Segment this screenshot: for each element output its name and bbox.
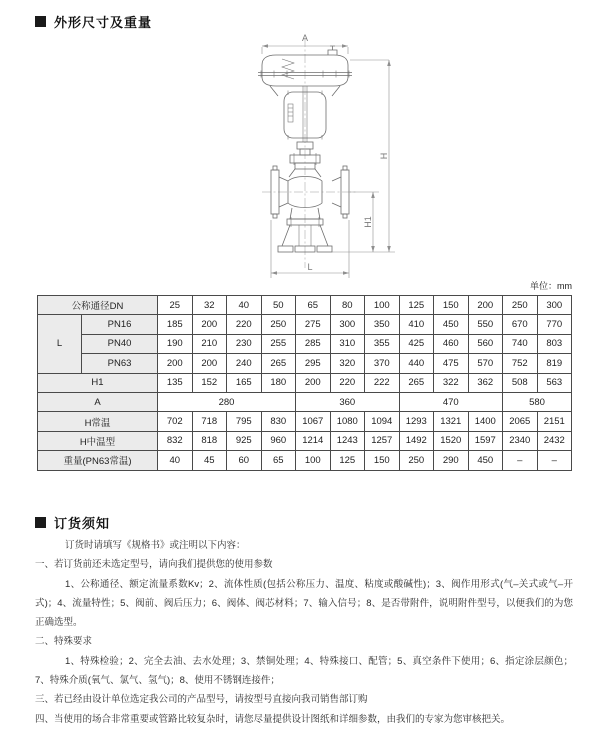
dimension-value: 355 (365, 334, 400, 353)
dn-column-header: 40 (227, 296, 262, 315)
dimension-value: 45 (192, 451, 227, 470)
dimension-value: 2065 (503, 412, 538, 431)
ordering-item: 三、若已经由设计单位选定我公司的产品型号，请按型号直接向我司销售部订购 (35, 694, 368, 706)
dimension-value: 960 (261, 431, 296, 450)
dimension-value: 1293 (399, 412, 434, 431)
dn-column-header: 250 (503, 296, 538, 315)
dimension-value: 450 (468, 451, 503, 470)
pn-row-label: PN63 (82, 354, 158, 373)
dimension-value: 300 (330, 315, 365, 334)
section-header-ordering (35, 513, 110, 532)
dimension-value: 135 (158, 373, 193, 392)
dn-column-header: 80 (330, 296, 365, 315)
dimension-value: 65 (261, 451, 296, 470)
dimension-value: 795 (227, 412, 262, 431)
valve-body-outline (271, 153, 349, 252)
dimension-value: 310 (330, 334, 365, 353)
span-value: 580 (503, 392, 572, 411)
dimension-value: 190 (158, 334, 193, 353)
span-value: 280 (158, 392, 296, 411)
dimension-value: 1067 (296, 412, 331, 431)
dimension-value: 670 (503, 315, 538, 334)
dn-column-header: 65 (296, 296, 331, 315)
dimension-value: 1214 (296, 431, 331, 450)
dimension-value: 450 (434, 315, 469, 334)
dimension-value: 1257 (365, 431, 400, 450)
dimension-value: 1080 (330, 412, 365, 431)
spring-hatch (282, 59, 294, 79)
dimension-value: 425 (399, 334, 434, 353)
dimension-value: 832 (158, 431, 193, 450)
pn-row-label: PN16 (82, 315, 158, 334)
ordering-item: 一、若订货前还未选定型号，请向我们提供您的使用参数 (35, 559, 273, 571)
dn-column-header: 300 (537, 296, 572, 315)
span-value: 470 (399, 392, 503, 411)
dimension-value: 550 (468, 315, 503, 334)
dim-label-l: L (307, 262, 313, 272)
dimension-value: 200 (296, 373, 331, 392)
dimension-value: 165 (227, 373, 262, 392)
dimension-value: 1520 (434, 431, 469, 450)
dimension-value: 265 (399, 373, 434, 392)
dimension-value: 1321 (434, 412, 469, 431)
section-title-ordering: 订货须知 (54, 516, 111, 531)
dimension-value: 570 (468, 354, 503, 373)
dimension-value: 185 (158, 315, 193, 334)
dimension-value: – (537, 451, 572, 470)
dimension-value: 200 (158, 354, 193, 373)
dimension-value: 350 (365, 315, 400, 334)
dimension-value: 370 (365, 354, 400, 373)
dn-column-header: 50 (261, 296, 296, 315)
dimension-value: 1243 (330, 431, 365, 450)
dn-column-header: 32 (192, 296, 227, 315)
travel-indicator (288, 104, 293, 122)
dimension-value: 818 (192, 431, 227, 450)
dn-column-header: 25 (158, 296, 193, 315)
row-label: H中温型 (38, 431, 158, 450)
dimension-value: 770 (537, 315, 572, 334)
unit-note: 单位：mm (530, 281, 572, 291)
dimension-value: 200 (192, 315, 227, 334)
dimension-value: 200 (192, 354, 227, 373)
dimension-value: 285 (296, 334, 331, 353)
dimension-value: 320 (330, 354, 365, 373)
dimension-value: 220 (227, 315, 262, 334)
dimension-value: 752 (503, 354, 538, 373)
dimension-value: 230 (227, 334, 262, 353)
dimension-value: 362 (468, 373, 503, 392)
dn-column-header: 125 (399, 296, 434, 315)
dimension-value: 152 (192, 373, 227, 392)
valve-outline-drawing (240, 30, 410, 282)
dimension-value: 475 (434, 354, 469, 373)
ordering-item: 二、特殊要求 (35, 636, 93, 648)
dimension-value: 290 (434, 451, 469, 470)
dimension-value: 180 (261, 373, 296, 392)
span-value: 360 (296, 392, 400, 411)
dimension-lines (262, 33, 395, 278)
dimension-value: 440 (399, 354, 434, 373)
dimension-value: 702 (158, 412, 193, 431)
dimension-value: 1400 (468, 412, 503, 431)
row-label: H1 (38, 373, 158, 392)
dimension-value: 2151 (537, 412, 572, 431)
dimension-value: 508 (503, 373, 538, 392)
dimension-value: 40 (158, 451, 193, 470)
row-label: A (38, 392, 158, 411)
row-label: 重量(PN63常温) (38, 451, 158, 470)
dimension-value: 803 (537, 334, 572, 353)
dn-header-label: 公称通径DN (38, 296, 158, 315)
section-header-dimensions (35, 12, 152, 31)
dimension-value: 460 (434, 334, 469, 353)
ordering-item: 四、当使用的场合非常重要或管路比较复杂时，请您尽量提供设计图纸和详细参数，由我们的专家为您审核把关。 (35, 713, 511, 725)
dimension-value: 1094 (365, 412, 400, 431)
pn-row-label: PN40 (82, 334, 158, 353)
dimension-value: 250 (261, 315, 296, 334)
l-group-label: L (38, 315, 82, 373)
dim-label-h1: H1 (363, 216, 373, 228)
section-bullet (35, 16, 46, 27)
dimension-value: 220 (330, 373, 365, 392)
dimension-value: 740 (503, 334, 538, 353)
air-port-fitting (328, 46, 337, 55)
dn-column-header: 150 (434, 296, 469, 315)
ordering-item: 1、特殊检验；2、完全去油、去水处理；3、禁铜处理；4、特殊接口、配管；5、真空条件下使用；6、指定涂层颜色；7、特殊介质(氧气、氯气、氢气)；8、使用不锈钢连接件； (35, 655, 573, 687)
dimension-value: 718 (192, 412, 227, 431)
dimension-value: 2340 (503, 431, 538, 450)
dimension-value: 255 (261, 334, 296, 353)
dimension-value: 830 (261, 412, 296, 431)
dimension-value: 819 (537, 354, 572, 373)
dimension-value: 410 (399, 315, 434, 334)
section-bullet (35, 517, 46, 528)
dimension-value: 60 (227, 451, 262, 470)
row-label: H常温 (38, 412, 158, 431)
dimension-value: 560 (468, 334, 503, 353)
dimension-value: 322 (434, 373, 469, 392)
dimension-value: 1492 (399, 431, 434, 450)
dimension-value: 100 (296, 451, 331, 470)
dimension-table (37, 295, 572, 471)
dimension-value: 275 (296, 315, 331, 334)
dimension-value: – (503, 451, 538, 470)
dimension-value: 240 (227, 354, 262, 373)
section-title-dimensions: 外形尺寸及重量 (54, 15, 153, 30)
dimension-value: 265 (261, 354, 296, 373)
dimension-value: 150 (365, 451, 400, 470)
dimension-value: 563 (537, 373, 572, 392)
dimension-value: 925 (227, 431, 262, 450)
dimension-value: 222 (365, 373, 400, 392)
dimension-value: 295 (296, 354, 331, 373)
dimension-value: 2432 (537, 431, 572, 450)
dimension-table-body (38, 296, 572, 471)
ordering-item: 1、公称通径、额定流量系数Kv；2、流体性质(包括公称压力、温度、粘度或酸碱性)；3、阀作用形式(气–关式或气–开式)；4、流量特性；5、阀前、阀后压力；6、阀体、阀芯材料；7、输入信号；8、是否带附件，说明附件型号，以便我们的为您正确选型。 (35, 578, 573, 629)
dimension-value: 1597 (468, 431, 503, 450)
ordering-intro: 订货时请填写《规格书》或注明以下内容： (65, 540, 246, 551)
dim-label-h: H (379, 152, 389, 160)
dim-label-a: A (301, 33, 309, 43)
dimension-value: 210 (192, 334, 227, 353)
dn-column-header: 100 (365, 296, 400, 315)
dn-column-header: 200 (468, 296, 503, 315)
dimension-value: 125 (330, 451, 365, 470)
ordering-notes (35, 536, 573, 729)
dimension-value: 250 (399, 451, 434, 470)
